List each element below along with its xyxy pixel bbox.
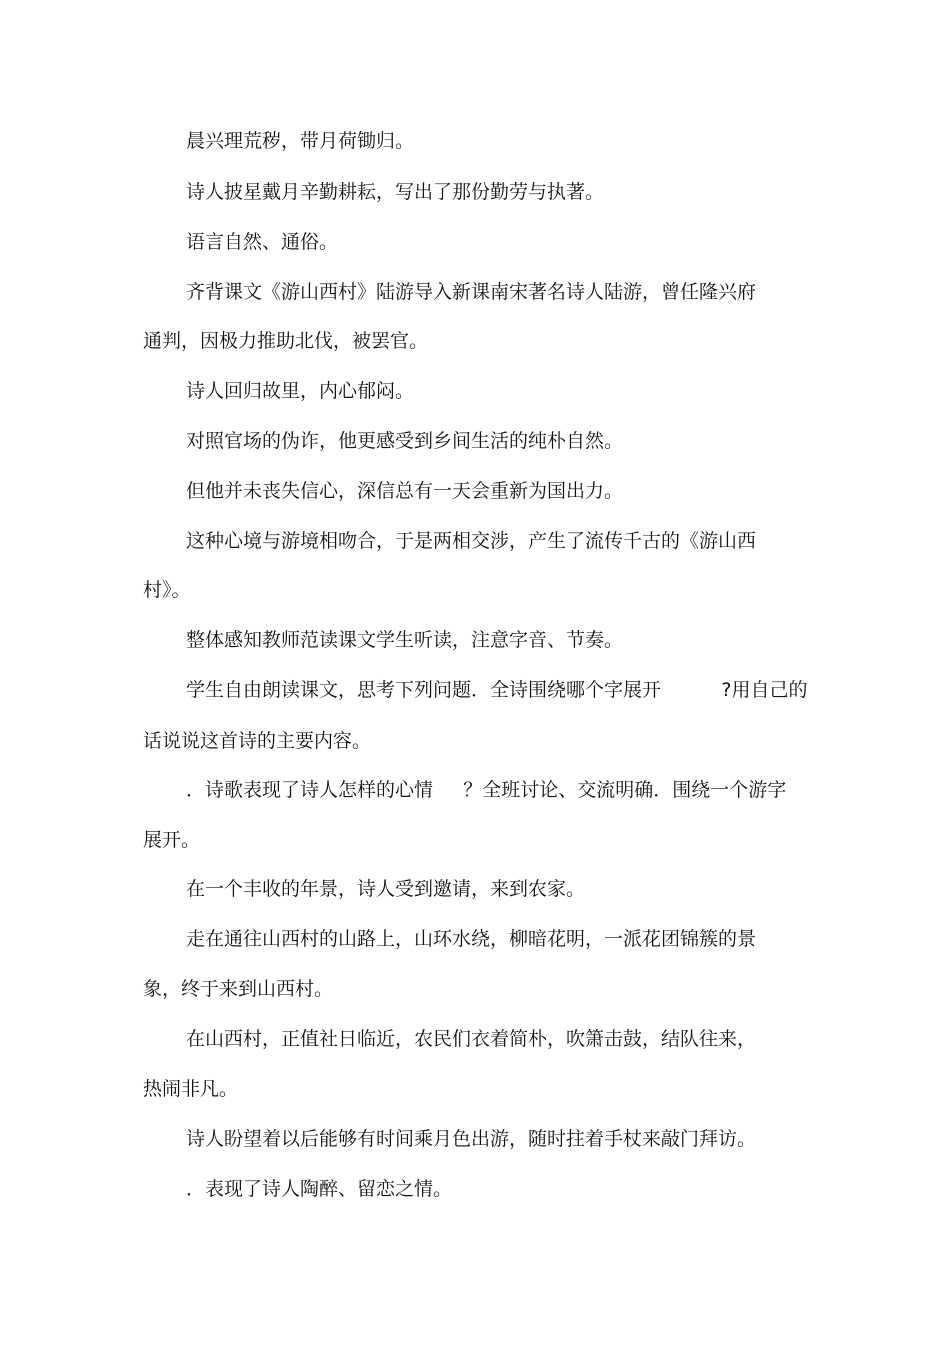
text-line: ．诗歌表现了诗人怎样的心情 ？全班讨论、交流明确．围绕一个游字 (186, 779, 787, 801)
text-line: 热闹非凡。 (143, 1078, 239, 1100)
text-line: 在一个丰收的年景，诗人受到邀请，来到农家。 (186, 878, 586, 900)
text-line: ．表现了诗人陶醉、留恋之情。 (186, 1178, 453, 1200)
text-line: 话说说这首诗的主要内容。 (143, 730, 372, 752)
text-line: 在山西村，正值社日临近，农民们衣着简朴，吹箫击鼓，结队往来， (186, 1028, 757, 1050)
text-line: 学生自由朗读课文，思考下列问题．全诗围绕哪个字展开 ?用自己的 (186, 679, 808, 701)
text-line: 晨兴理荒秽，带月荷锄归。 (186, 130, 415, 152)
text-line: 但他并未丧失信心，深信总有一天会重新为国出力。 (186, 480, 624, 502)
text-line: 象，终于来到山西村。 (143, 978, 334, 1000)
text-line: 诗人盼望着以后能够有时间乘月色出游，随时拄着手杖来敲门拜访。 (186, 1128, 757, 1150)
text-line: 通判，因极力推助北伐，被罢官。 (143, 330, 429, 352)
text-line: 走在通往山西村的山路上，山环水绕，柳暗花明，一派花团锦簇的景 (186, 928, 757, 950)
text-line: 诗人回归故里，内心郁闷。 (186, 380, 415, 402)
text-line: 语言自然、通俗。 (186, 231, 339, 253)
text-line: 整体感知教师范读课文学生听读，注意字音、节奏。 (186, 629, 624, 651)
text-line: 村》。 (143, 579, 191, 601)
text-line: 诗人披星戴月辛勤耕耘，写出了那份勤劳与执著。 (186, 181, 605, 203)
text-line: 这种心境与游境相吻合，于是两相交涉，产生了流传千古的《游山西 (186, 530, 757, 552)
text-line: 齐背课文《游山西村》陆游导入新课南宋著名诗人陆游，曾任隆兴府 (186, 281, 757, 303)
text-line: 展开。 (143, 829, 201, 851)
text-line: 对照官场的伪诈，他更感受到乡间生活的纯朴自然。 (186, 430, 624, 452)
